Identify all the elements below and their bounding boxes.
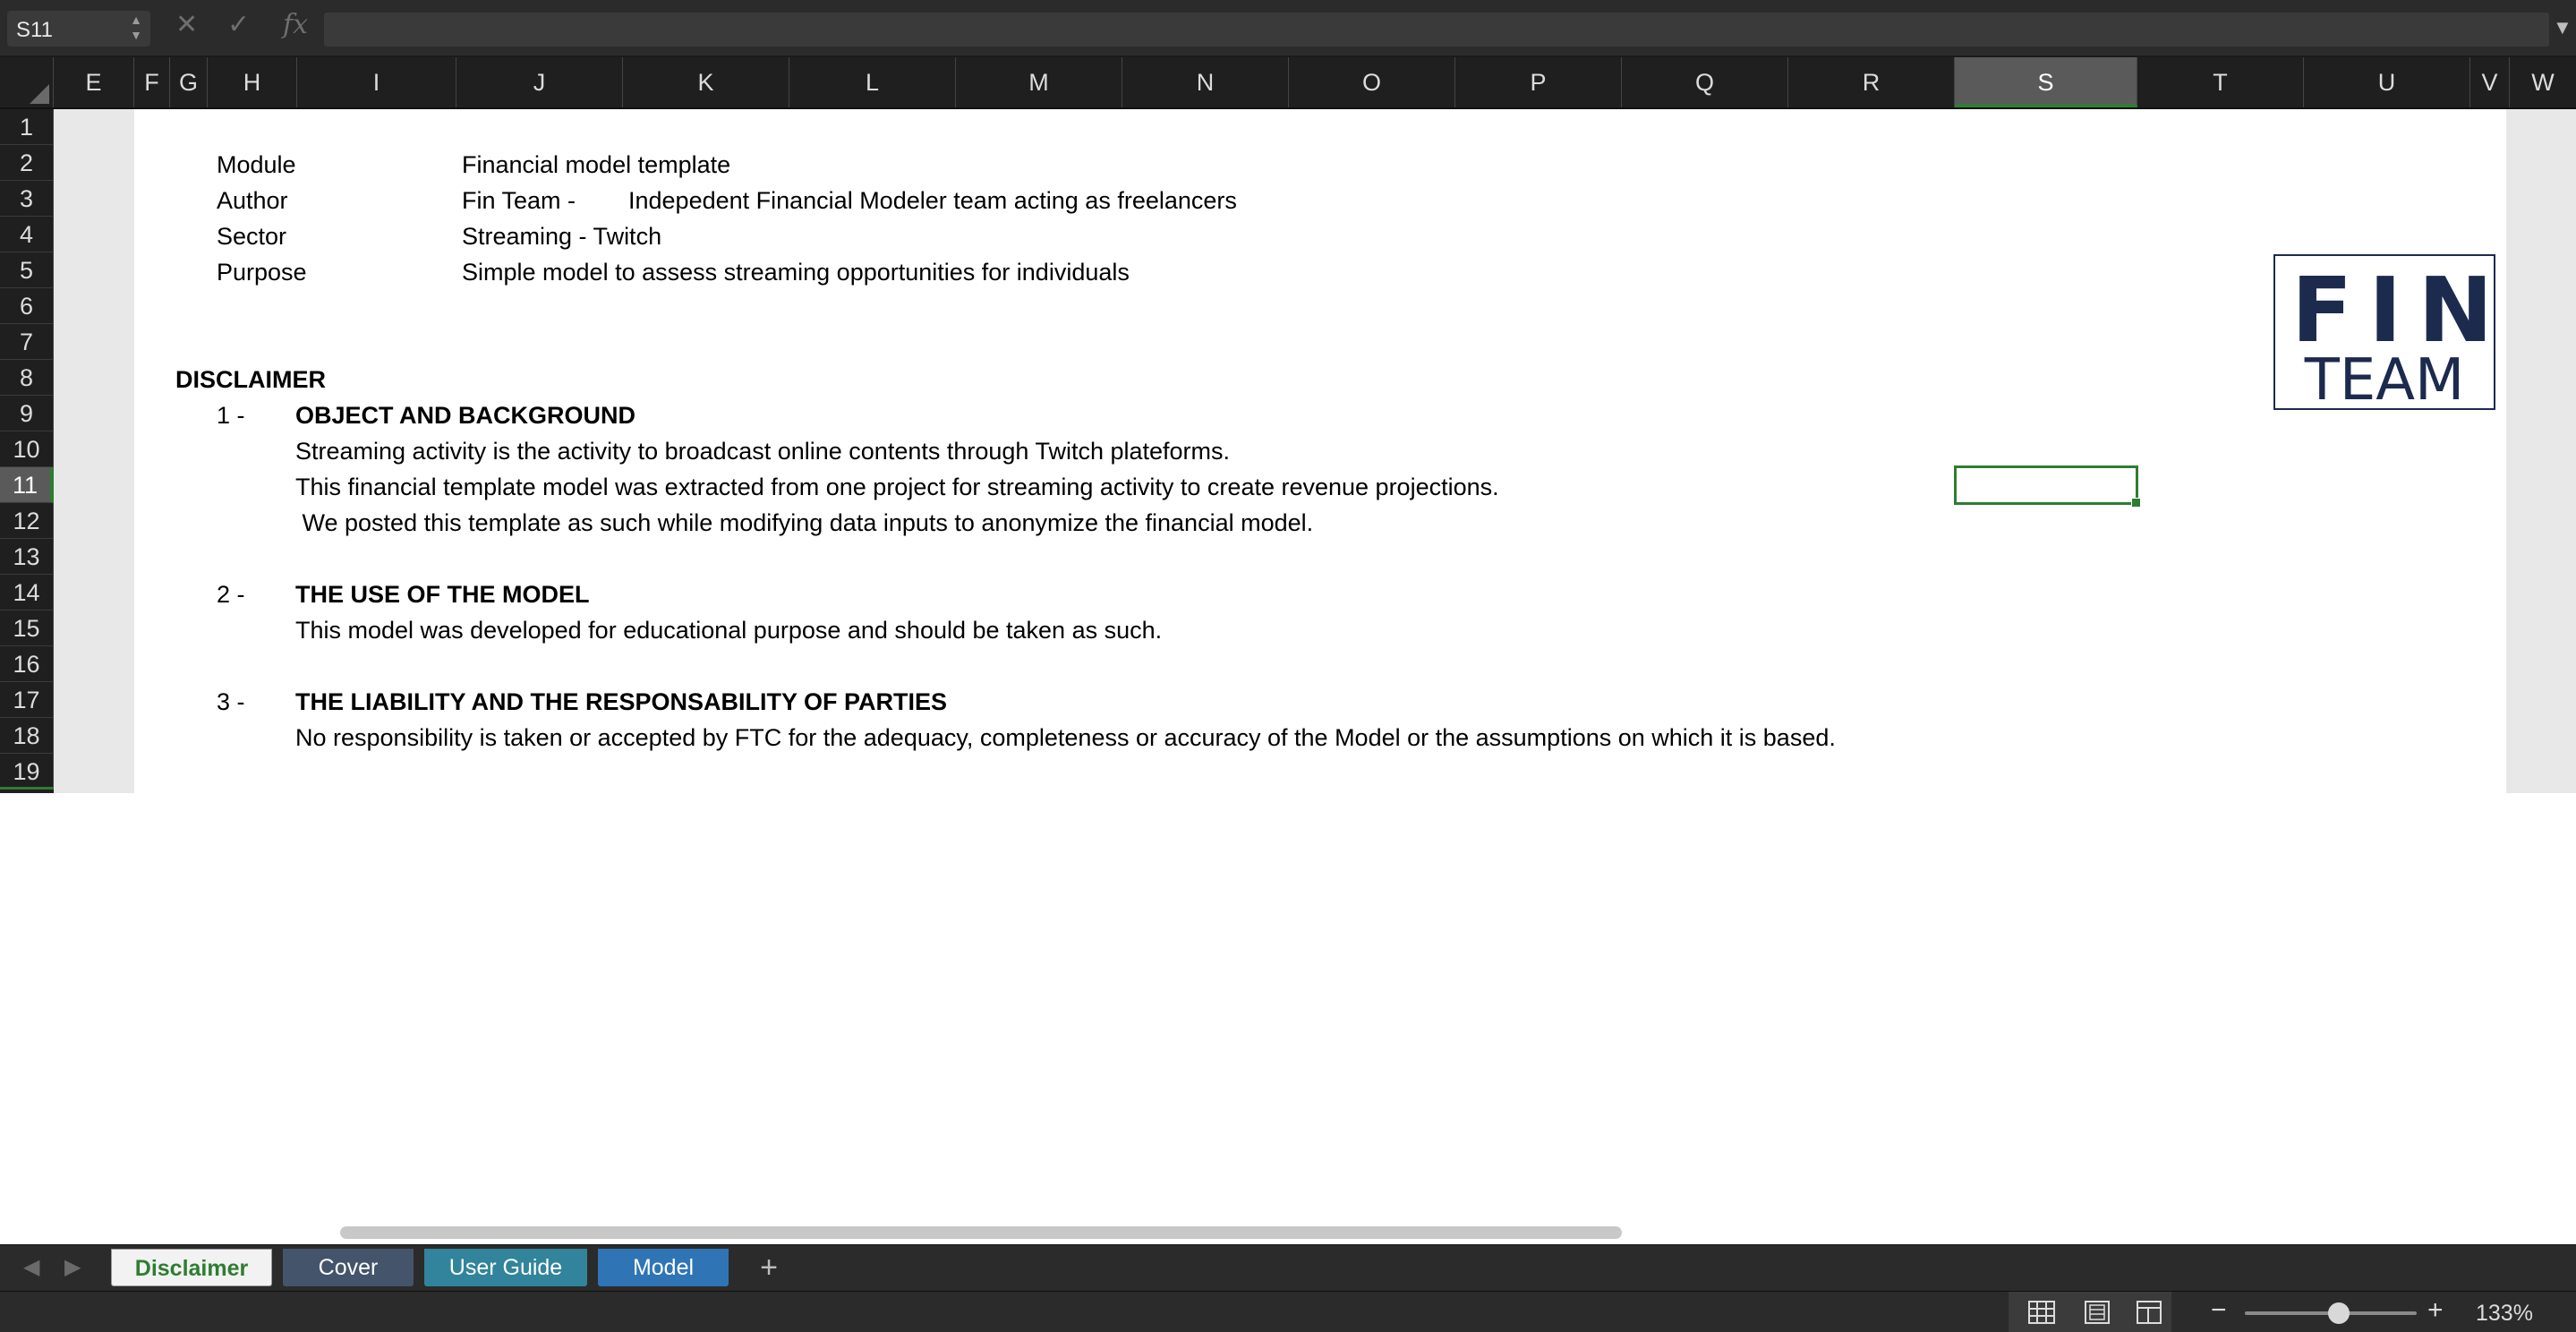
section-1-line-3[interactable]: We posted this template as such while modifying data inputs to anonymize the financial model. — [295, 509, 1314, 536]
section-2-line-1[interactable]: This model was developed for educational purpose and should be taken as such. — [295, 617, 1163, 644]
disclaimer-heading[interactable]: DISCLAIMER — [175, 366, 326, 393]
column-header-o[interactable]: O — [1289, 57, 1455, 107]
column-header-r[interactable]: R — [1788, 57, 1955, 107]
horizontal-scrollbar[interactable] — [340, 1226, 1622, 1239]
section-2-title[interactable]: THE USE OF THE MODEL — [295, 581, 590, 608]
prev-sheet-icon[interactable]: ◀ — [23, 1255, 40, 1279]
normal-view-icon[interactable] — [2026, 1299, 2057, 1326]
section-2-number[interactable]: 2 - — [217, 581, 245, 608]
expand-formula-bar-icon[interactable]: ▼ — [2553, 16, 2572, 38]
column-header-s[interactable]: S — [1955, 57, 2137, 107]
row-header-9[interactable]: 9 — [0, 396, 54, 431]
formula-bar — [0, 0, 2576, 57]
section-1-number[interactable]: 1 - — [217, 402, 245, 429]
sector-label[interactable]: Sector — [217, 223, 287, 250]
column-header-v[interactable]: V — [2470, 57, 2510, 107]
section-1-line-2[interactable]: This financial template model was extracted from one project for streaming activity to create revenue projections. — [295, 474, 1499, 500]
purpose-value[interactable]: Simple model to assess streaming opportunities for individuals — [462, 259, 1130, 286]
author-value[interactable]: Fin Team - — [462, 187, 576, 214]
zoom-slider-thumb[interactable] — [2328, 1302, 2350, 1324]
page-break-preview-icon[interactable] — [2134, 1299, 2164, 1326]
row-header-8[interactable]: 8 — [0, 360, 54, 396]
row-header-2[interactable]: 2 — [0, 145, 54, 181]
row-header-bar — [0, 109, 54, 793]
row-header-18[interactable]: 18 — [0, 718, 54, 754]
section-3-number[interactable]: 3 - — [217, 688, 245, 715]
logo-text-fin: FIN — [2291, 258, 2510, 363]
formula-input[interactable] — [324, 13, 2549, 47]
zoom-out-icon[interactable]: − — [2211, 1295, 2227, 1325]
column-header-w[interactable]: W — [2531, 69, 2555, 96]
column-header-t[interactable]: T — [2137, 57, 2304, 107]
column-header-k[interactable]: K — [623, 57, 789, 107]
confirm-icon[interactable]: ✓ — [227, 10, 251, 39]
name-box[interactable] — [7, 11, 150, 47]
row-header-7[interactable]: 7 — [0, 324, 54, 360]
purpose-label[interactable]: Purpose — [217, 259, 307, 286]
selected-cell-s11[interactable] — [1954, 465, 2138, 505]
row-header-12[interactable]: 12 — [0, 503, 54, 539]
column-header-g[interactable]: G — [170, 57, 208, 107]
left-margin-band — [54, 109, 134, 793]
view-buttons — [2009, 1292, 2171, 1332]
section-3-line-1[interactable]: No responsibility is taken or accepted by FTC for the adequacy, completeness or accuracy of the Model or the assumptions on which it is based. — [295, 724, 1836, 751]
row-header-11[interactable]: 11 — [0, 467, 54, 503]
insert-function-icon[interactable]: fx — [283, 9, 309, 40]
sector-value[interactable]: Streaming - Twitch — [462, 223, 662, 250]
column-header-h[interactable]: H — [208, 57, 297, 107]
next-sheet-icon[interactable]: ▶ — [64, 1255, 81, 1279]
module-value[interactable]: Financial model template — [462, 151, 731, 178]
zoom-in-icon[interactable]: + — [2427, 1295, 2444, 1325]
logo-text-team: TEAM — [2304, 347, 2465, 414]
column-header-bar — [0, 57, 2576, 109]
row-header-17[interactable]: 17 — [0, 682, 54, 718]
row-header-4[interactable]: 4 — [0, 217, 54, 252]
empty-sheet-area — [0, 793, 2576, 1244]
row-header-1[interactable]: 1 — [0, 109, 54, 145]
cancel-icon[interactable]: ✕ — [175, 10, 199, 39]
column-header-i[interactable]: I — [297, 57, 456, 107]
zoom-level[interactable]: 133% — [2476, 1301, 2533, 1326]
row-header-10[interactable]: 10 — [0, 431, 54, 467]
tab-cover[interactable]: Cover — [283, 1249, 414, 1286]
row-header-16[interactable]: 16 — [0, 646, 54, 682]
row-header-6[interactable]: 6 — [0, 288, 54, 324]
sheet-tab-bar — [0, 1244, 2576, 1291]
tab-disclaimer[interactable]: Disclaimer — [111, 1249, 272, 1286]
right-margin-band — [2506, 109, 2576, 793]
column-header-q[interactable]: Q — [1622, 57, 1788, 107]
row-header-15[interactable]: 15 — [0, 610, 54, 646]
name-box-stepper-icon[interactable]: ▲ ▼ — [130, 13, 142, 42]
page-layout-view-icon[interactable] — [2082, 1299, 2112, 1326]
column-header-j[interactable]: J — [456, 57, 623, 107]
column-header-m[interactable]: M — [956, 57, 1122, 107]
select-all-corner[interactable] — [0, 57, 54, 107]
tab-model[interactable]: Model — [598, 1249, 729, 1286]
row-header-3[interactable]: 3 — [0, 181, 54, 217]
section-1-title[interactable]: OBJECT AND BACKGROUND — [295, 402, 636, 429]
worksheet-grid[interactable] — [54, 109, 2576, 793]
row-header-5[interactable]: 5 — [0, 252, 54, 288]
row-header-14[interactable]: 14 — [0, 575, 54, 610]
row-header-19[interactable]: 19 — [0, 754, 54, 790]
tab-user-guide[interactable]: User Guide — [424, 1249, 587, 1286]
column-header-n[interactable]: N — [1122, 57, 1289, 107]
row-header-13[interactable]: 13 — [0, 539, 54, 575]
column-header-p[interactable]: P — [1455, 57, 1622, 107]
module-label[interactable]: Module — [217, 151, 296, 178]
author-description[interactable]: Indepedent Financial Modeler team acting as freelancers — [628, 187, 1237, 214]
column-header-l[interactable]: L — [789, 57, 956, 107]
fin-team-logo — [2273, 254, 2510, 414]
column-header-u[interactable]: U — [2304, 57, 2470, 107]
column-header-e[interactable]: E — [54, 57, 134, 107]
status-bar — [0, 1291, 2576, 1332]
section-3-title[interactable]: THE LIABILITY AND THE RESPONSABILITY OF PARTIES — [295, 688, 948, 715]
author-label[interactable]: Author — [217, 187, 288, 214]
name-box-value[interactable]: S11 — [16, 18, 53, 42]
section-1-line-1[interactable]: Streaming activity is the activity to broadcast online contents through Twitch plateforms. — [295, 438, 1231, 465]
column-header-f[interactable]: F — [134, 57, 170, 107]
add-sheet-icon[interactable]: + — [760, 1251, 778, 1285]
